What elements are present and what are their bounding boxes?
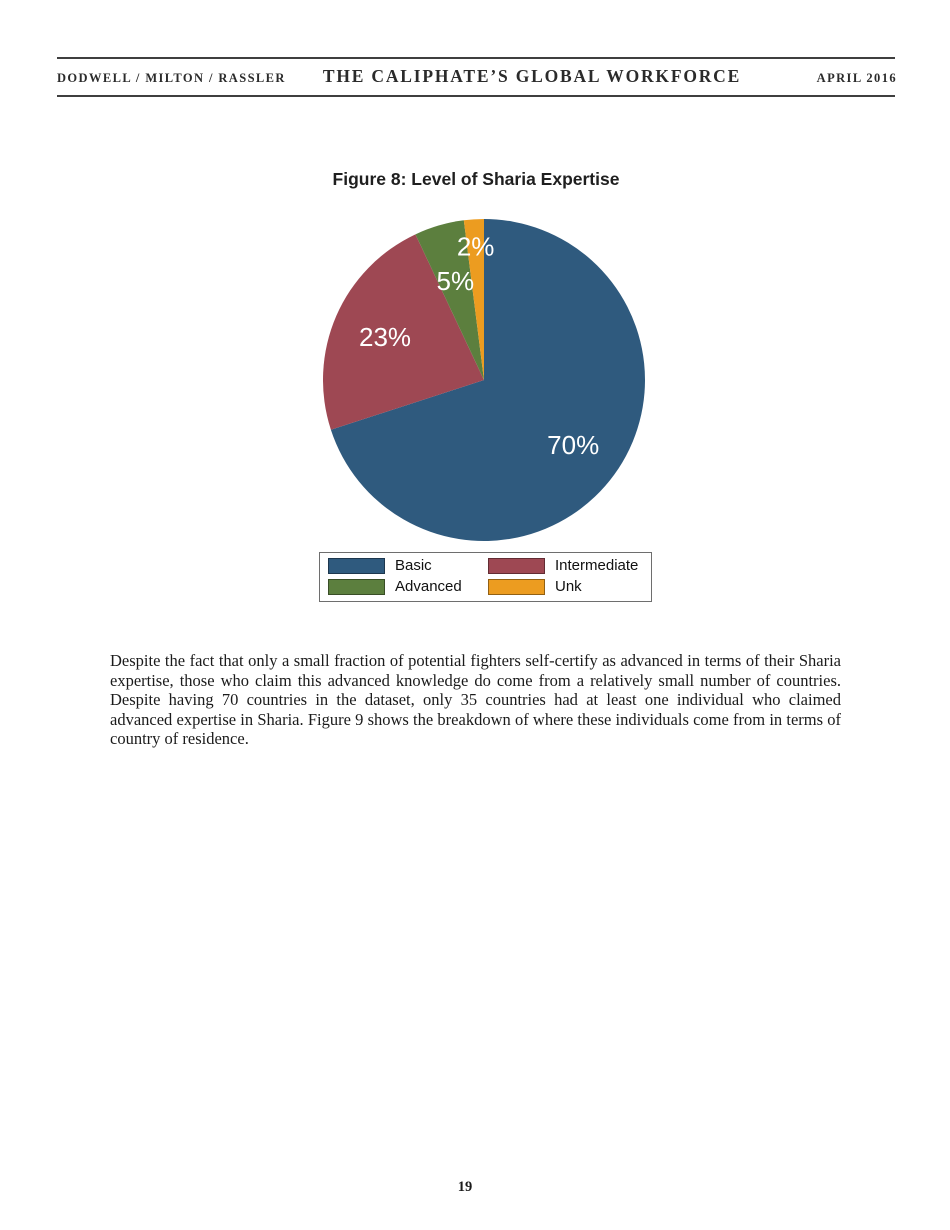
legend-swatch-intermediate (488, 558, 545, 574)
page-number: 19 (457, 1179, 473, 1195)
pie-label-basic: 70% (547, 429, 600, 460)
legend-item-unk (488, 579, 643, 595)
legend-swatch-advanced (328, 579, 385, 595)
header-rule-top (57, 57, 895, 59)
header-title: THE CALIPHATE’S GLOBAL WORKFORCE (322, 66, 742, 86)
legend-item-advanced (328, 579, 488, 595)
chart-legend (319, 552, 652, 602)
header-date: APRIL 2016 (816, 71, 897, 85)
pie-label-unk: 2% (456, 231, 495, 262)
legend-label-advanced: Advanced (395, 578, 462, 595)
legend-label-intermediate: Intermediate (555, 557, 639, 574)
header-rule-bottom (57, 95, 895, 97)
header-authors: DODWELL / MILTON / RASSLER (57, 71, 286, 85)
figure-title: Figure 8: Level of Sharia Expertise (332, 169, 620, 189)
legend-item-basic (328, 558, 488, 574)
legend-label-basic: Basic (395, 557, 432, 574)
pie-label-advanced: 5% (436, 266, 475, 297)
legend-item-intermediate (488, 558, 643, 574)
legend-swatch-basic (328, 558, 385, 574)
pie-label-intermediate: 23% (358, 322, 412, 353)
body-paragraph: Despite the fact that only a small fraction of potential fighters self-certify as advanced in terms of their Sharia expertise, those who claim this advanced knowledge do come from a relatively small number of countries. Despite having 70 countries in the dataset, only 35 countries had at least one individual who claimed advanced expertise in Sharia. Figure 9 shows the breakdown of where these individuals come from in terms of country of residence. (110, 651, 841, 749)
legend-swatch-unk (488, 579, 545, 595)
legend-label-unk: Unk (555, 578, 582, 595)
pie-chart (314, 210, 654, 550)
